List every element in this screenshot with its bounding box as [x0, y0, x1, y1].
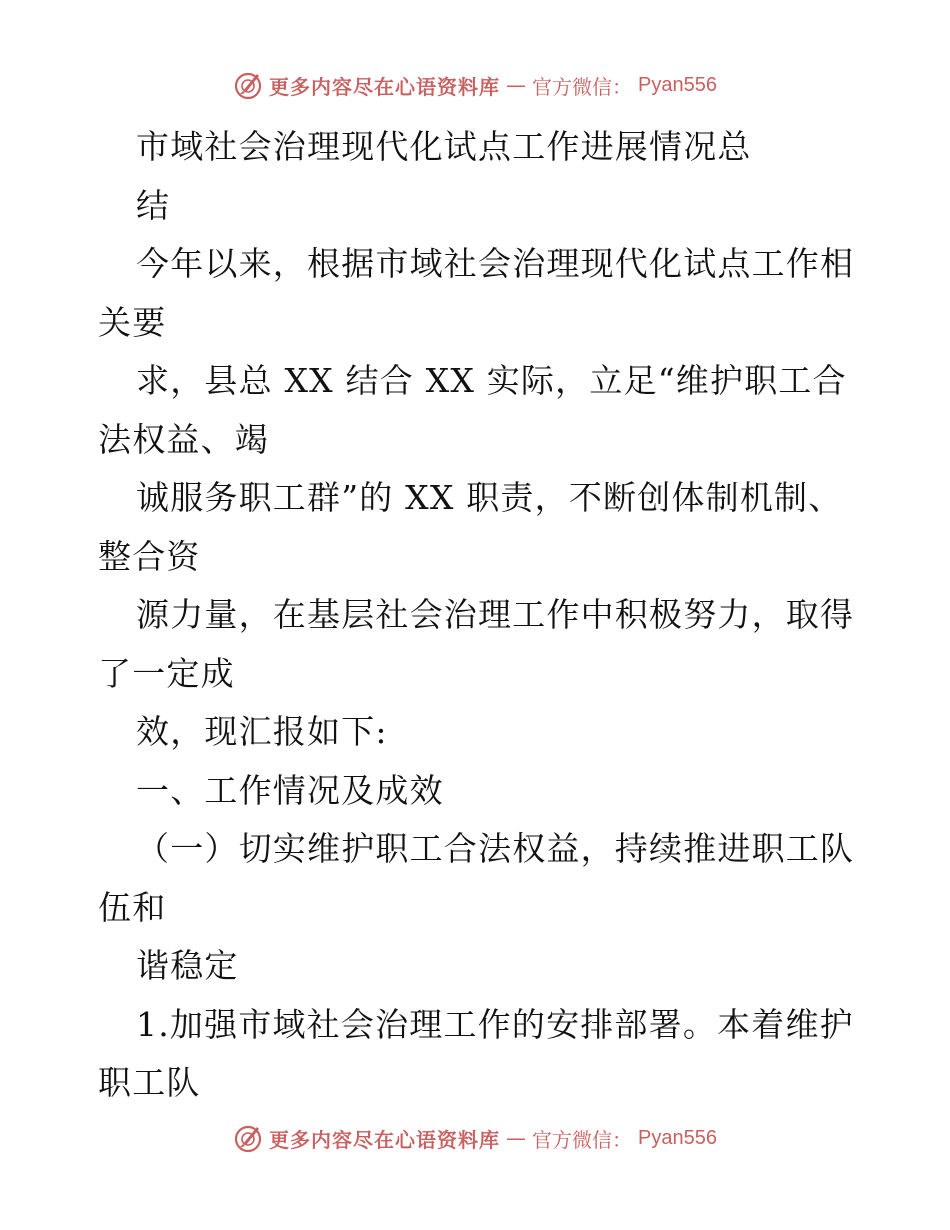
doc-line: 职工队 [98, 1063, 201, 1102]
watermark-brand: 更多内容尽在心语资料库 [269, 1127, 501, 1152]
doc-line: 结 [136, 185, 171, 225]
doc-line: 源力量，在基层社会治理工作中积极努力，取得 [136, 595, 855, 634]
doc-line: 整合资 [98, 536, 201, 576]
doc-line: 1.加强市域社会治理工作的安排部署。本着维护 [136, 1004, 854, 1044]
watermark-sub: 官方微信： [532, 74, 633, 99]
watermark-brand: 更多内容尽在心语资料库 [269, 74, 501, 99]
doc-line: 诚服务职工群”的 XX 职责，不断创体制机制、 [136, 478, 843, 517]
doc-line: 今年以来，根据市域社会治理现代化试点工作相 [136, 244, 855, 283]
watermark-id: Pyan556 [638, 1126, 717, 1149]
doc-line: 法权益、竭 [98, 419, 269, 459]
doc-line: 了一定成 [98, 653, 235, 693]
watermark-dash: — [506, 73, 527, 97]
footer-watermark [0, 1123, 950, 1153]
subsection-heading: （一）切实维护职工合法权益，持续推进职工队 [136, 829, 855, 868]
watermark-dash: — [506, 1126, 527, 1150]
doc-line: 关要 [98, 302, 167, 342]
watermark-sub: 官方微信： [532, 1127, 633, 1152]
doc-line: 市域社会治理现代化试点工作进展情况总 [136, 127, 752, 166]
header-watermark [0, 70, 950, 100]
doc-line: 求，县总 XX 结合 XX 实际，立足“维护职工合 [136, 361, 847, 400]
quill-logo-icon [233, 1123, 263, 1153]
quill-logo-icon [233, 70, 263, 100]
watermark-id: Pyan556 [638, 73, 717, 96]
document-body [98, 118, 858, 1113]
doc-line: 伍和 [98, 887, 167, 927]
section-heading: 一、工作情况及成效 [136, 770, 444, 810]
doc-line: 谐稳定 [136, 946, 239, 985]
doc-line: 效，现汇报如下: [136, 712, 388, 751]
